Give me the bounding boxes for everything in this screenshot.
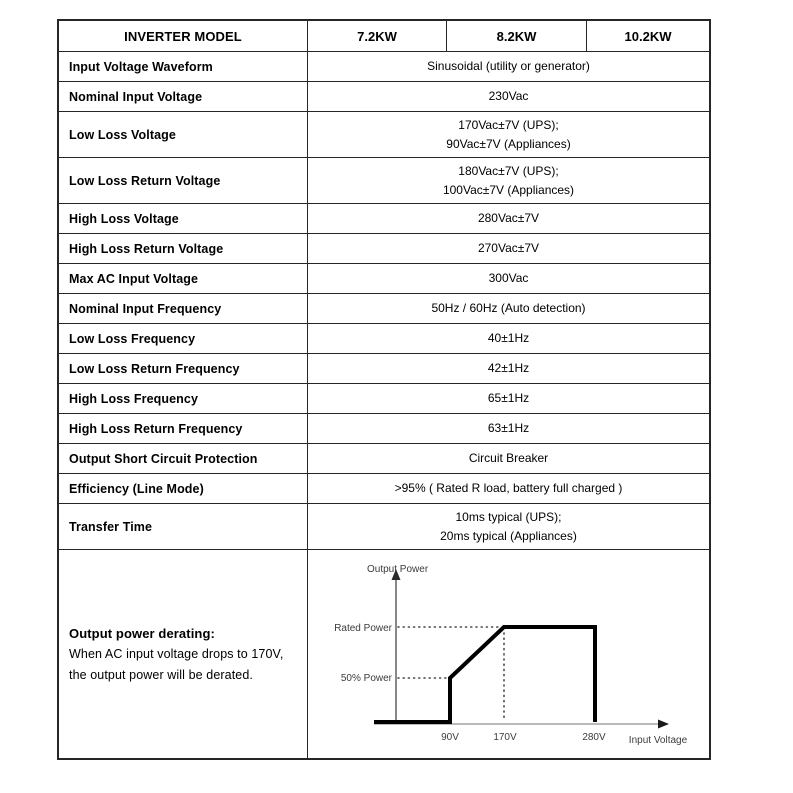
derating-chart-cell xyxy=(308,550,709,758)
spec-row xyxy=(59,444,709,474)
spec-value-line: 280Vac±7V xyxy=(477,211,540,225)
spec-value-line: 65±1Hz xyxy=(487,391,530,405)
spec-value xyxy=(308,264,709,293)
spec-label: High Loss Frequency xyxy=(59,384,308,413)
spec-label: High Loss Return Frequency xyxy=(59,414,308,443)
spec-label: Efficiency (Line Mode) xyxy=(59,474,308,503)
spec-row xyxy=(59,324,709,354)
spec-value-line: 63±1Hz xyxy=(487,421,530,435)
spec-value-line: Sinusoidal (utility or generator) xyxy=(427,59,590,73)
spec-value-line: 50Hz / 60Hz (Auto detection) xyxy=(431,301,586,315)
spec-label: High Loss Voltage xyxy=(59,204,308,233)
x-axis-title: Input Voltage xyxy=(628,735,688,746)
spec-label: Transfer Time xyxy=(59,504,308,549)
spec-value-line: 10ms typical (UPS); xyxy=(455,509,562,524)
inverter-spec-table xyxy=(57,19,711,760)
spec-value-line: 170Vac±7V (UPS); xyxy=(458,117,559,132)
spec-value xyxy=(308,384,709,413)
spec-row xyxy=(59,158,709,204)
table-header-row xyxy=(59,21,709,52)
spec-value xyxy=(308,158,709,203)
x-tick-170v: 170V xyxy=(493,732,517,743)
spec-value-line: 90Vac±7V (Appliances) xyxy=(446,136,571,151)
spec-value xyxy=(308,324,709,353)
spec-value-line: 230Vac xyxy=(488,89,529,103)
spec-label: Max AC Input Voltage xyxy=(59,264,308,293)
derating-title: Output power derating: xyxy=(69,625,215,641)
spec-row xyxy=(59,474,709,504)
spec-value xyxy=(308,112,709,157)
rated-power-tick-label: Rated Power xyxy=(334,623,392,634)
spec-value-line: 180Vac±7V (UPS); xyxy=(458,163,559,178)
x-tick-90v: 90V xyxy=(441,732,459,743)
spec-value xyxy=(308,52,709,81)
spec-label: Nominal Input Frequency xyxy=(59,294,308,323)
header-inverter-model: INVERTER MODEL xyxy=(59,21,308,51)
spec-value-line: 300Vac xyxy=(488,271,529,285)
spec-value-line: 100Vac±7V (Appliances) xyxy=(442,182,575,197)
derating-label-cell xyxy=(59,550,308,758)
derating-curve xyxy=(374,627,595,722)
spec-value xyxy=(308,504,709,549)
x-tick-280v: 280V xyxy=(582,732,606,743)
spec-row xyxy=(59,414,709,444)
spec-value-line: 42±1Hz xyxy=(487,361,530,375)
spec-value xyxy=(308,474,709,503)
spec-label: Low Loss Frequency xyxy=(59,324,308,353)
spec-value-line: >95% ( Rated R load, battery full charged ) xyxy=(394,481,623,495)
y-axis-title: Output Power xyxy=(367,564,429,575)
spec-label: Low Loss Return Frequency xyxy=(59,354,308,383)
x-axis-arrow-icon xyxy=(658,720,669,729)
spec-row xyxy=(59,82,709,112)
spec-row xyxy=(59,264,709,294)
spec-label: Nominal Input Voltage xyxy=(59,82,308,111)
spec-value xyxy=(308,82,709,111)
derating-row xyxy=(59,550,709,758)
spec-value xyxy=(308,204,709,233)
fifty-percent-tick-label: 50% Power xyxy=(340,673,392,684)
header-model-7-2kw: 7.2KW xyxy=(308,21,447,51)
derating-chart xyxy=(308,550,708,757)
spec-label: High Loss Return Voltage xyxy=(59,234,308,263)
spec-value xyxy=(308,444,709,473)
spec-row xyxy=(59,384,709,414)
spec-label: Input Voltage Waveform xyxy=(59,52,308,81)
spec-row xyxy=(59,234,709,264)
derating-description-line: the output power will be derated. xyxy=(69,667,253,682)
spec-row xyxy=(59,294,709,324)
spec-row xyxy=(59,204,709,234)
spec-row xyxy=(59,52,709,82)
spec-label: Low Loss Voltage xyxy=(59,112,308,157)
spec-value-line: 270Vac±7V xyxy=(477,241,540,255)
spec-row xyxy=(59,112,709,158)
spec-label: Output Short Circuit Protection xyxy=(59,444,308,473)
spec-value xyxy=(308,294,709,323)
spec-row xyxy=(59,354,709,384)
spec-label: Low Loss Return Voltage xyxy=(59,158,308,203)
spec-value xyxy=(308,234,709,263)
spec-value xyxy=(308,354,709,383)
spec-value-line: 40±1Hz xyxy=(487,331,530,345)
header-model-10-2kw: 10.2KW xyxy=(624,28,672,44)
spec-value-line: Circuit Breaker xyxy=(468,451,549,465)
derating-description-line: When AC input voltage drops to 170V, xyxy=(69,646,284,661)
spec-value-line: 20ms typical (Appliances) xyxy=(440,528,577,543)
header-model-8-2kw: 8.2KW xyxy=(447,21,587,51)
spec-value xyxy=(308,414,709,443)
spec-row xyxy=(59,504,709,550)
